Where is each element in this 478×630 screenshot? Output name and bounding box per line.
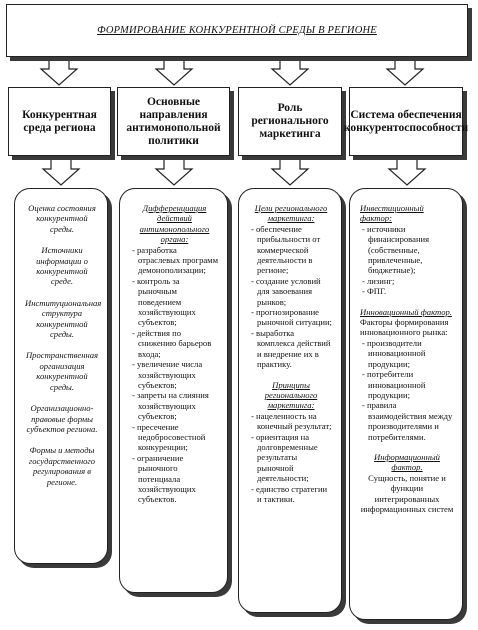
column-2-header: Основные направления антимонопольной политики <box>117 87 230 156</box>
arrow-title-to-col1 <box>41 58 77 85</box>
list-item: Пространственная организация конкурентной среды. <box>25 350 99 392</box>
list-item: Источники информации о конкурентной среде. <box>36 245 88 287</box>
list-item: - контроль за рыночным поведением хозяйствующих субъектов; <box>132 275 196 328</box>
list-item: Организационно-правовые формы субъектов региона. <box>26 403 98 434</box>
column-4-content <box>349 188 463 620</box>
list-item: - создание условий для завоевания рынков; <box>251 275 321 307</box>
list-item: - ФПГ. <box>362 286 387 297</box>
list-item: Формы и методы государственного регулирования в регионе. <box>28 445 96 487</box>
list-item: - действия по снижению барьеров входа; <box>132 327 212 359</box>
section-text: Сущность, понятие и функции интегрированных информационных систем <box>360 472 454 514</box>
list-item: Институциональная структура конкурентной среды. <box>25 297 102 340</box>
arrow-title-to-col4 <box>387 58 423 85</box>
list-item: - производители инновационной продукции; <box>362 337 426 369</box>
column-4-header: Система обеспечения конкурентоспособности <box>349 87 463 156</box>
list-item: - прогнозирование рыночной ситуации; <box>251 307 332 328</box>
arrow-title-to-col3 <box>272 58 308 85</box>
list-item: - нацеленность на конечный результат; <box>251 410 332 432</box>
arrow-head4-to-col4 <box>389 158 425 185</box>
list-item: - правила взаимодействия между производителями и потребителями. <box>362 400 453 442</box>
column-3-header: Роль регионального маркетинга <box>238 87 342 156</box>
section-lead: Инвестиционный фактор: <box>360 203 424 224</box>
column-1-content <box>14 188 108 564</box>
list-item: - ограничение рыночного потенциала хозяйствующих субъектов. <box>132 452 196 505</box>
list-item: - потребители инновационной продукции; <box>362 369 426 400</box>
list-item: - пресечение недобросовестной конкуренции; <box>132 421 206 453</box>
list-item: - ориентация на долговременные результаты рыночной деятельности; <box>251 431 318 484</box>
section-lead: Принципы регионального маркетинга: <box>264 379 318 411</box>
section-lead: Информационный фактор. <box>374 451 440 473</box>
arrow-head1-to-col1 <box>43 158 79 185</box>
arrow-head2-to-col2 <box>156 158 192 185</box>
column-1-header: Конкурентная среда региона <box>8 87 111 156</box>
list-item: - запреты на слияния хозяйствующих субъектов; <box>132 390 209 422</box>
column-2-content <box>119 188 228 593</box>
section-lead: Инновационный фактор. <box>360 306 452 317</box>
column-3-content <box>238 188 342 613</box>
section-text: Факторы формирования инновационного рынка: <box>360 317 449 338</box>
diagram-title-box <box>6 4 468 57</box>
list-item: - единство стратегии и тактики. <box>251 483 328 504</box>
list-item: Оценка состояния конкурентной среды. <box>28 203 96 234</box>
list-item: - источники финансирования (собственные, привлеченные, бюджетные); <box>362 223 430 276</box>
arrow-head3-to-col3 <box>272 158 308 185</box>
list-item: - разработка отраслевых программ демонополизации; <box>132 244 219 276</box>
section-lead: Цели регионального маркетинга: <box>254 203 328 224</box>
diagram-title: ФОРМИРОВАНИЕ КОНКУРЕНТНОЙ СРЕДЫ В РЕГИОНЕ <box>97 25 377 36</box>
list-item: - лизинг; <box>362 275 395 286</box>
list-item: - увеличение числа хозяйствующих субъектов; <box>132 359 203 390</box>
section-lead: Дифференциация действий антимонопольного органа: <box>139 203 210 245</box>
arrow-title-to-col2 <box>156 58 192 85</box>
list-item: - обеспечение прибыльности от коммерческой деятельности в регионе; <box>251 223 321 276</box>
list-item: - выработка комплекса действий и внедрение их в практику. <box>251 327 331 370</box>
